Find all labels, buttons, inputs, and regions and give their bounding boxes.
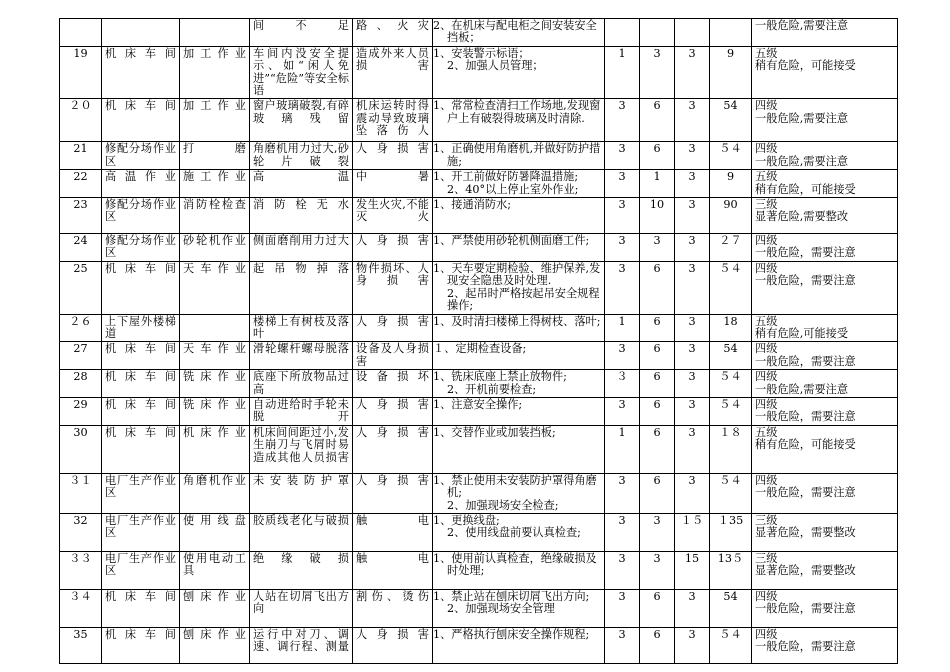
table-row xyxy=(60,370,898,398)
risk-judgement: 稍有危险，可能接受 xyxy=(755,438,856,452)
hazard-description: 高温 xyxy=(250,170,353,198)
work-task: 刨床作业 xyxy=(180,589,250,627)
consequence-value: １５ xyxy=(675,513,710,551)
exposure-value: 6 xyxy=(640,627,675,663)
work-task: 加工作业 xyxy=(180,99,250,142)
work-task: 使用线盘 xyxy=(180,513,250,551)
risk-score: 13５ xyxy=(710,551,752,589)
likelihood-value: 1 xyxy=(605,46,640,99)
exposure-value: 6 xyxy=(640,397,675,425)
row-number: 24 xyxy=(60,234,102,262)
risk-level xyxy=(752,261,898,314)
consequence-value: 3 xyxy=(675,370,710,398)
risk-judgement: 一般危险，需要注意 xyxy=(755,274,856,288)
risk-level xyxy=(752,198,898,234)
risk-grade: 五级 xyxy=(755,170,778,184)
possible-consequence: 割伤、烫伤 xyxy=(353,589,433,627)
consequence-value: 3 xyxy=(675,314,710,342)
risk-score: 18 xyxy=(710,314,752,342)
risk-judgement: 一般危险，需要注意 xyxy=(755,246,856,260)
control-measures: １、定期检查设备; xyxy=(433,342,605,370)
row-number: 32 xyxy=(60,513,102,551)
risk-score: ５４ xyxy=(710,370,752,398)
work-area: 机床车间 xyxy=(102,99,180,142)
likelihood-value: 1 xyxy=(605,425,640,473)
risk-judgement: 一般危险,需要注意 xyxy=(755,382,849,396)
exposure-value: 6 xyxy=(640,473,675,513)
likelihood-value: 3 xyxy=(605,551,640,589)
work-task: 施工作业 xyxy=(180,170,250,198)
risk-grade: 四级 xyxy=(755,99,778,113)
exposure-value: 6 xyxy=(640,314,675,342)
table-row xyxy=(60,314,898,342)
possible-consequence: 人身损害 xyxy=(353,425,433,473)
possible-consequence: 中暑 xyxy=(353,170,433,198)
consequence-value: 3 xyxy=(675,234,710,262)
likelihood-value: ３ xyxy=(605,370,640,398)
table-row xyxy=(60,142,898,170)
work-area: 机床车间 xyxy=(102,589,180,627)
exposure-value: 1 xyxy=(640,170,675,198)
hazard-description: 未安装防护罩 xyxy=(250,473,353,513)
control-measures: 1、开工前做好防暑降温措施; 2、40°以上停止室外作业; xyxy=(433,170,605,198)
table-row xyxy=(60,425,898,473)
risk-level xyxy=(752,589,898,627)
likelihood-value: 1 xyxy=(605,314,640,342)
consequence-value: 3 xyxy=(675,46,710,99)
risk-grade: 五级 xyxy=(755,46,778,60)
table-row xyxy=(60,397,898,425)
risk-level xyxy=(752,170,898,198)
risk-judgement: 一般危险，需要注意 xyxy=(755,410,856,424)
consequence-value: 3 xyxy=(675,473,710,513)
consequence-value: 3 xyxy=(675,170,710,198)
risk-score: 54 xyxy=(710,99,752,142)
control-measures: 1、接通消防水; xyxy=(433,198,605,234)
consequence-value: 3 xyxy=(675,342,710,370)
risk-grade: 四级 xyxy=(755,234,778,248)
risk-score: １８ xyxy=(710,425,752,473)
risk-judgement: 显著危险，需要整改 xyxy=(755,564,856,578)
work-task: 刨床作业 xyxy=(180,627,250,663)
table-row xyxy=(60,342,898,370)
exposure-value: 6 xyxy=(640,370,675,398)
work-task: 砂轮机作业 xyxy=(180,234,250,262)
hazard-description: 侧面磨削用力过大 xyxy=(250,234,353,262)
risk-level xyxy=(752,473,898,513)
possible-consequence: 路、火灾 xyxy=(353,19,433,47)
risk-assessment-table xyxy=(59,18,898,664)
exposure-value: 3 xyxy=(640,234,675,262)
work-area: 机床车间 xyxy=(102,46,180,99)
risk-level xyxy=(752,370,898,398)
likelihood-value: 3 xyxy=(605,397,640,425)
exposure-value: 3 xyxy=(640,551,675,589)
work-area: 电厂生产作业区 xyxy=(102,513,180,551)
possible-consequence: 人身损害 xyxy=(353,627,433,663)
risk-score: 54 xyxy=(710,342,752,370)
work-task: 使用电动工具 xyxy=(180,551,250,589)
risk-level xyxy=(752,234,898,262)
work-area: 电厂生产作业区 xyxy=(102,473,180,513)
risk-grade: 三级 xyxy=(755,513,778,527)
risk-grade: 四级 xyxy=(755,397,778,411)
possible-consequence: 设备及人身损害 xyxy=(353,342,433,370)
risk-judgement: 一般危险，需要注意 xyxy=(755,640,856,654)
table-row xyxy=(60,234,898,262)
risk-grade: 四级 xyxy=(755,473,778,487)
table-row xyxy=(60,261,898,314)
work-area: 电厂生产作业区 xyxy=(102,551,180,589)
control-measures: 1、严禁使用砂轮机侧面磨工件; xyxy=(433,234,605,262)
likelihood-value: 3 xyxy=(605,234,640,262)
possible-consequence: 人身损害 xyxy=(353,397,433,425)
likelihood-value: 3 xyxy=(605,473,640,513)
table-row xyxy=(60,627,898,663)
work-task: 铣床作业 xyxy=(180,397,250,425)
control-measures: 1、使用前认真检查，绝缘破损及时处理; xyxy=(433,551,605,589)
likelihood-value: 3 xyxy=(605,198,640,234)
work-area: 修配分场作业区 xyxy=(102,234,180,262)
row-number: ３１ xyxy=(60,473,102,513)
risk-grade: 四级 xyxy=(755,589,778,603)
table-row xyxy=(60,99,898,142)
work-task: 天车作业 xyxy=(180,261,250,314)
work-task xyxy=(180,314,250,342)
consequence-value: 3 xyxy=(675,142,710,170)
risk-judgement: 一般危险,需要注意 xyxy=(755,111,849,125)
row-number: ２０ xyxy=(60,99,102,142)
exposure-value: 6 xyxy=(640,142,675,170)
consequence-value: 3 xyxy=(675,397,710,425)
control-measures: 1、及时清扫楼梯上得树枝、落叶; xyxy=(433,314,605,342)
risk-grade: 四级 xyxy=(755,261,778,275)
table-row xyxy=(60,46,898,99)
risk-score: 54 xyxy=(710,589,752,627)
hazard-description: 起吊物掉落 xyxy=(250,261,353,314)
control-measures: 1、常常检查清扫工作场地,发现窗户上有破裂得玻璃及时清除. xyxy=(433,99,605,142)
row-number xyxy=(60,19,102,47)
hazard-description: 消防栓无水 xyxy=(250,198,353,234)
control-measures: 1、严格执行刨床安全操作规程; xyxy=(433,627,605,663)
likelihood-value: 3 xyxy=(605,513,640,551)
risk-judgement: 一般危险，需要注意 xyxy=(755,486,856,500)
risk-score: 90 xyxy=(710,198,752,234)
row-number: 21 xyxy=(60,142,102,170)
possible-consequence: 机床运转时得震动导致玻璃坠落伤人 xyxy=(353,99,433,142)
risk-score: ５４ xyxy=(710,473,752,513)
control-measures: 1、铣床底座上禁止放物件; 2、开机前要检查; xyxy=(433,370,605,398)
exposure-value: 3 xyxy=(640,46,675,99)
hazard-description: 绝缘破损 xyxy=(250,551,353,589)
table-row xyxy=(60,551,898,589)
risk-level xyxy=(752,342,898,370)
risk-judgement: 稍有危险，可能接受 xyxy=(755,59,856,73)
consequence-value: 3 xyxy=(675,425,710,473)
work-task: 打磨 xyxy=(180,142,250,170)
work-area: 高温作业 xyxy=(102,170,180,198)
row-number: 22 xyxy=(60,170,102,198)
table-row xyxy=(60,170,898,198)
risk-judgement: 一般危险,需要注意 xyxy=(755,19,849,32)
hazard-description: 车间内没安全提示、如“闲人免进”“危险”等安全标语 xyxy=(250,46,353,99)
control-measures: 1、正确使用角磨机,并做好防护措施; xyxy=(433,142,605,170)
likelihood-value: 3 xyxy=(605,142,640,170)
likelihood-value: 3 xyxy=(605,627,640,663)
risk-level xyxy=(752,314,898,342)
table-row xyxy=(60,589,898,627)
control-measures: 1、更换线盘; 2、使用线盘前要认真检查; xyxy=(433,513,605,551)
row-number: 28 xyxy=(60,370,102,398)
hazard-description: 角磨机用力过大,砂轮片破裂 xyxy=(250,142,353,170)
consequence-value xyxy=(675,19,710,47)
consequence-value: 3 xyxy=(675,589,710,627)
likelihood-value: 3 xyxy=(605,99,640,142)
work-area: 机床车间 xyxy=(102,627,180,663)
work-task: 加工作业 xyxy=(180,46,250,99)
risk-level xyxy=(752,627,898,663)
risk-level xyxy=(752,142,898,170)
work-area: 机床车间 xyxy=(102,370,180,398)
likelihood-value: 3 xyxy=(605,170,640,198)
risk-score: ５４ xyxy=(710,627,752,663)
hazard-description: 楼梯上有树枝及落叶 xyxy=(250,314,353,342)
risk-score: ５４ xyxy=(710,397,752,425)
exposure-value: 10 xyxy=(640,198,675,234)
risk-score: ５４ xyxy=(710,142,752,170)
risk-level xyxy=(752,551,898,589)
control-measures: 1、安装警示标语； 2、加强人员管理； xyxy=(433,46,605,99)
control-measures: 1、天车要定期检验、维护保养,发现安全隐患及时处理. 2、起吊时严格按起吊安全规程操作; xyxy=(433,261,605,314)
possible-consequence: 物件损坏、人身损害 xyxy=(353,261,433,314)
risk-judgement: 稍有危险，可能接受 xyxy=(755,182,856,196)
hazard-description: 人站在切屑飞出方向 xyxy=(250,589,353,627)
consequence-value: 15 xyxy=(675,551,710,589)
row-number: ２６ xyxy=(60,314,102,342)
hazard-description: 胶质线老化与破损 xyxy=(250,513,353,551)
work-task: 铣床作业 xyxy=(180,370,250,398)
possible-consequence: 发生火灾,不能灭火 xyxy=(353,198,433,234)
risk-grade: 四级 xyxy=(755,370,778,384)
work-task: 天车作业 xyxy=(180,342,250,370)
risk-grade: 五级 xyxy=(755,425,778,439)
hazard-description: 底座下所放物品过高 xyxy=(250,370,353,398)
exposure-value xyxy=(640,19,675,47)
hazard-description: 滑轮螺杆螺母脱落 xyxy=(250,342,353,370)
work-area: 机床车间 xyxy=(102,425,180,473)
row-number: ３３ xyxy=(60,551,102,589)
row-number: 27 xyxy=(60,342,102,370)
consequence-value: 3 xyxy=(675,627,710,663)
work-task xyxy=(180,19,250,47)
exposure-value: 6 xyxy=(640,261,675,314)
risk-score: 9 xyxy=(710,170,752,198)
work-area: 上下屋外楼梯道 xyxy=(102,314,180,342)
risk-judgement: 显著危险,需要整改 xyxy=(755,210,849,224)
risk-judgement: 一般危险,需要注意 xyxy=(755,154,849,168)
risk-judgement: 显著危险，需要整改 xyxy=(755,526,856,540)
risk-score: ２７ xyxy=(710,234,752,262)
possible-consequence: 触电 xyxy=(353,551,433,589)
risk-judgement: 一般危险，需要注意 xyxy=(755,354,856,368)
risk-grade: 五级 xyxy=(755,314,778,328)
exposure-value: 6 xyxy=(640,589,675,627)
risk-score: ５４ xyxy=(710,261,752,314)
table-row xyxy=(60,19,898,47)
row-number: 23 xyxy=(60,198,102,234)
control-measures: 2、在机床与配电柜之间安装安全挡板； xyxy=(433,19,605,47)
likelihood-value xyxy=(605,19,640,47)
likelihood-value: 3 xyxy=(605,261,640,314)
work-task: 角磨机作业 xyxy=(180,473,250,513)
risk-score xyxy=(710,19,752,47)
work-area xyxy=(102,19,180,47)
risk-grade: 四级 xyxy=(755,342,778,356)
control-measures: 1、禁止使用未安装防护罩得角磨机; 2、加强现场安全检查; xyxy=(433,473,605,513)
work-area: 修配分场作业区 xyxy=(102,142,180,170)
possible-consequence: 人身损害 xyxy=(353,314,433,342)
possible-consequence: 人身损害 xyxy=(353,473,433,513)
hazard-description: 间不足 xyxy=(250,19,353,47)
control-measures: 1、禁止站在刨床切屑飞出方向; 2、加强现场安全管理 xyxy=(433,589,605,627)
risk-level xyxy=(752,513,898,551)
possible-consequence: 造成外来人员损害 xyxy=(353,46,433,99)
row-number: ３４ xyxy=(60,589,102,627)
work-area: 机床车间 xyxy=(102,342,180,370)
table-row xyxy=(60,473,898,513)
row-number: 25 xyxy=(60,261,102,314)
likelihood-value: 3 xyxy=(605,589,640,627)
exposure-value: 6 xyxy=(640,342,675,370)
risk-grade: 三级 xyxy=(755,551,778,565)
likelihood-value: 3 xyxy=(605,342,640,370)
hazard-description: 自动进给时手轮未脱开 xyxy=(250,397,353,425)
table-row xyxy=(60,513,898,551)
risk-level xyxy=(752,397,898,425)
row-number: 19 xyxy=(60,46,102,99)
risk-level xyxy=(752,19,898,47)
work-task: 消防栓检查 xyxy=(180,198,250,234)
hazard-description: 窗户玻璃破裂,有碎玻璃残留 xyxy=(250,99,353,142)
exposure-value: 3 xyxy=(640,513,675,551)
risk-grade: 四级 xyxy=(755,142,778,156)
possible-consequence: 人身损害 xyxy=(353,142,433,170)
work-area: 机床车间 xyxy=(102,397,180,425)
hazard-description: 运行中对刀、调速、调行程、测量 xyxy=(250,627,353,663)
row-number: 29 xyxy=(60,397,102,425)
possible-consequence: 设备损坏 xyxy=(353,370,433,398)
risk-judgement: 稍有危险,可能接受 xyxy=(755,326,849,340)
control-measures: 1、交替作业或加装挡板; xyxy=(433,425,605,473)
possible-consequence: 触电 xyxy=(353,513,433,551)
row-number: 30 xyxy=(60,425,102,473)
consequence-value: 3 xyxy=(675,261,710,314)
control-measures: 1、注意安全操作; xyxy=(433,397,605,425)
risk-level xyxy=(752,425,898,473)
row-number: 35 xyxy=(60,627,102,663)
possible-consequence: 人身损害 xyxy=(353,234,433,262)
risk-level xyxy=(752,99,898,142)
work-area: 机床车间 xyxy=(102,261,180,314)
risk-grade: 四级 xyxy=(755,627,778,641)
risk-score: １35 xyxy=(710,513,752,551)
work-task: 机床作业 xyxy=(180,425,250,473)
risk-judgement: 一般危险，需要注意 xyxy=(755,602,856,616)
exposure-value: 6 xyxy=(640,425,675,473)
work-area: 修配分场作业区 xyxy=(102,198,180,234)
consequence-value: 3 xyxy=(675,99,710,142)
risk-grade: 三级 xyxy=(755,198,778,212)
table-row xyxy=(60,198,898,234)
consequence-value: 3 xyxy=(675,198,710,234)
hazard-description: 机床间间距过小,发生崩刀与飞屑时易造成其他人员损害 xyxy=(250,425,353,473)
risk-score: 9 xyxy=(710,46,752,99)
risk-level xyxy=(752,46,898,99)
exposure-value: 6 xyxy=(640,99,675,142)
